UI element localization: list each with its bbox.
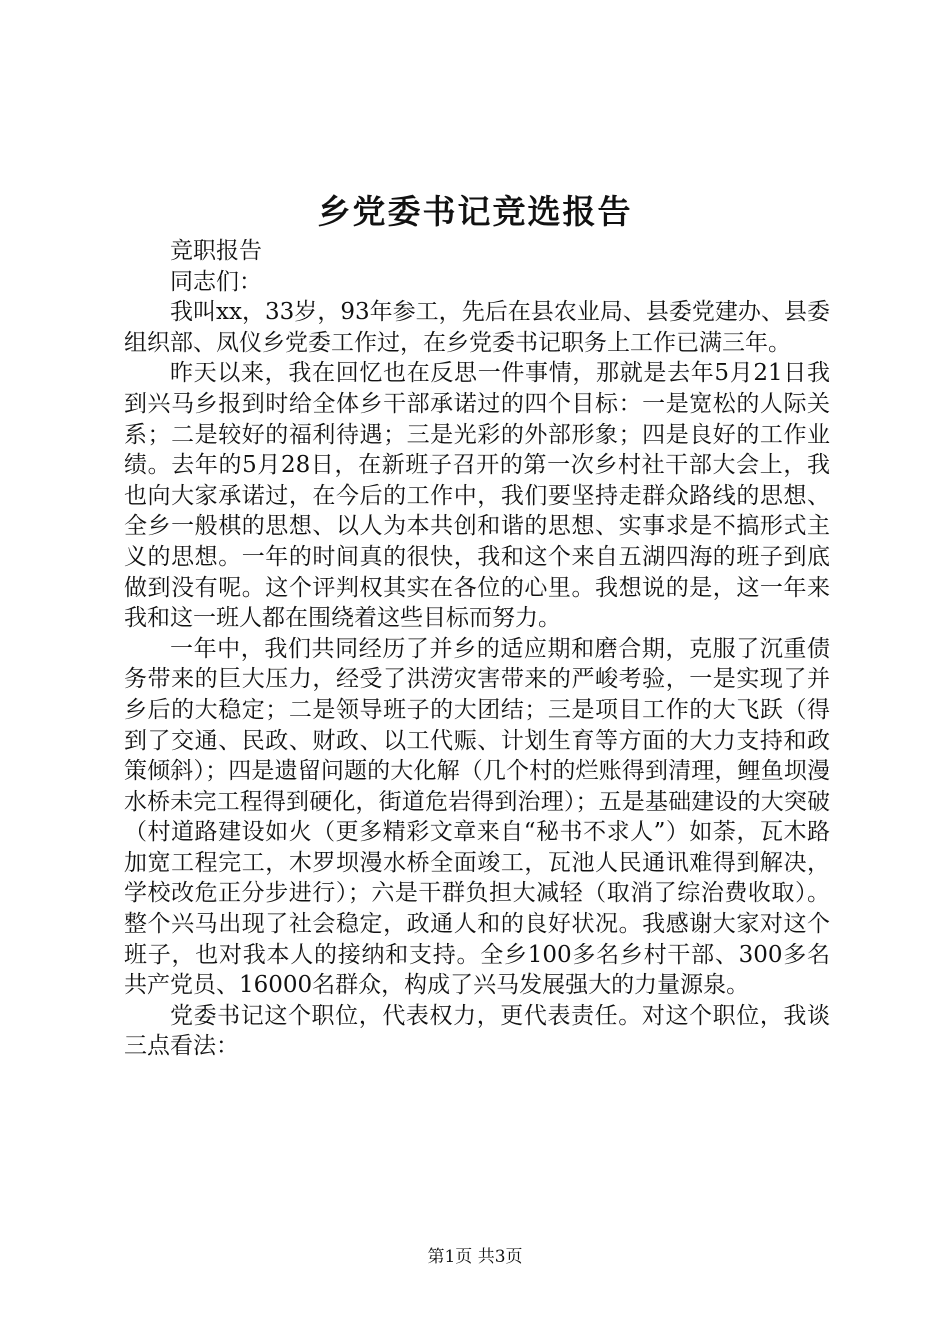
- paragraph-heading: 竞职报告: [170, 238, 262, 264]
- paragraph-reflection: 昨天以来，我在回忆也在反思一件事情，那就是去年5月21日我到兴马乡报到时给全体乡干部承诺过的四个目标：一是宽松的人际关系；二是较好的福利待遇；三是光彩的外部形象；四是良好的工作业绩。去年的5月28日，在新班子召开的第一次乡村社干部大会上，我也向大家承诺过，在今后的工作中，我们要坚持走群众路线的思想、全乡一般棋的思想、以人为本共创和谐的思想、实事求是不搞形式主义的思想。一年的时间真的很快，我和这个来自五湖四海的班子到底做到没有呢。这个评判权其实在各位的心里。我想说的是，这一年来我和这一班人都在围绕着这些目标而努力。: [124, 360, 830, 632]
- page-footer: 第1页 共3页: [427, 1247, 523, 1267]
- paragraph-intro: 我叫xx，33岁，93年参工，先后在县农业局、县委党建办、县委组织部、凤仪乡党委工作过，在乡党委书记职务上工作已满三年。: [124, 299, 830, 356]
- paragraph-views: 党委书记这个职位，代表权力，更代表责任。对这个职位，我谈三点看法：: [124, 1002, 830, 1060]
- paragraph-salutation: 同志们：: [170, 268, 262, 295]
- document-title: 乡党委书记竞选报告: [317, 192, 633, 231]
- paragraph-achievements: 一年中，我们共同经历了并乡的适应期和磨合期，克服了沉重债务带来的巨大压力，经受了洪涝灾害带来的严峻考验，一是实现了并乡后的大稳定；二是领导班子的大团结；三是项目工作的大飞跃（得到了交通、民政、财政、以工代赈、计划生育等方面的大力支持和政策倾斜）；四是遗留问题的大化解（几个村的烂账得到清理，鲤鱼坝漫水桥未完工程得到硬化，街道危岩得到治理）；五是基础建设的大突破（村道路建设如火（更多精彩文章来自“秘书不求人”）如荼，瓦木路加宽工程完工，木罗坝漫水桥全面竣工，瓦池人民通讯难得到解决，学校改危正分步进行）；六是干群负担大减轻（取消了综治费收取）。整个兴马出现了社会稳定，政通人和的良好状况。我感谢大家对这个班子，也对我本人的接纳和支持。全乡100多名乡村干部、300多名共产党员、16000名群众，构成了兴马发展强大的力量源泉。: [124, 635, 830, 999]
- document-body: [124, 236, 830, 1062]
